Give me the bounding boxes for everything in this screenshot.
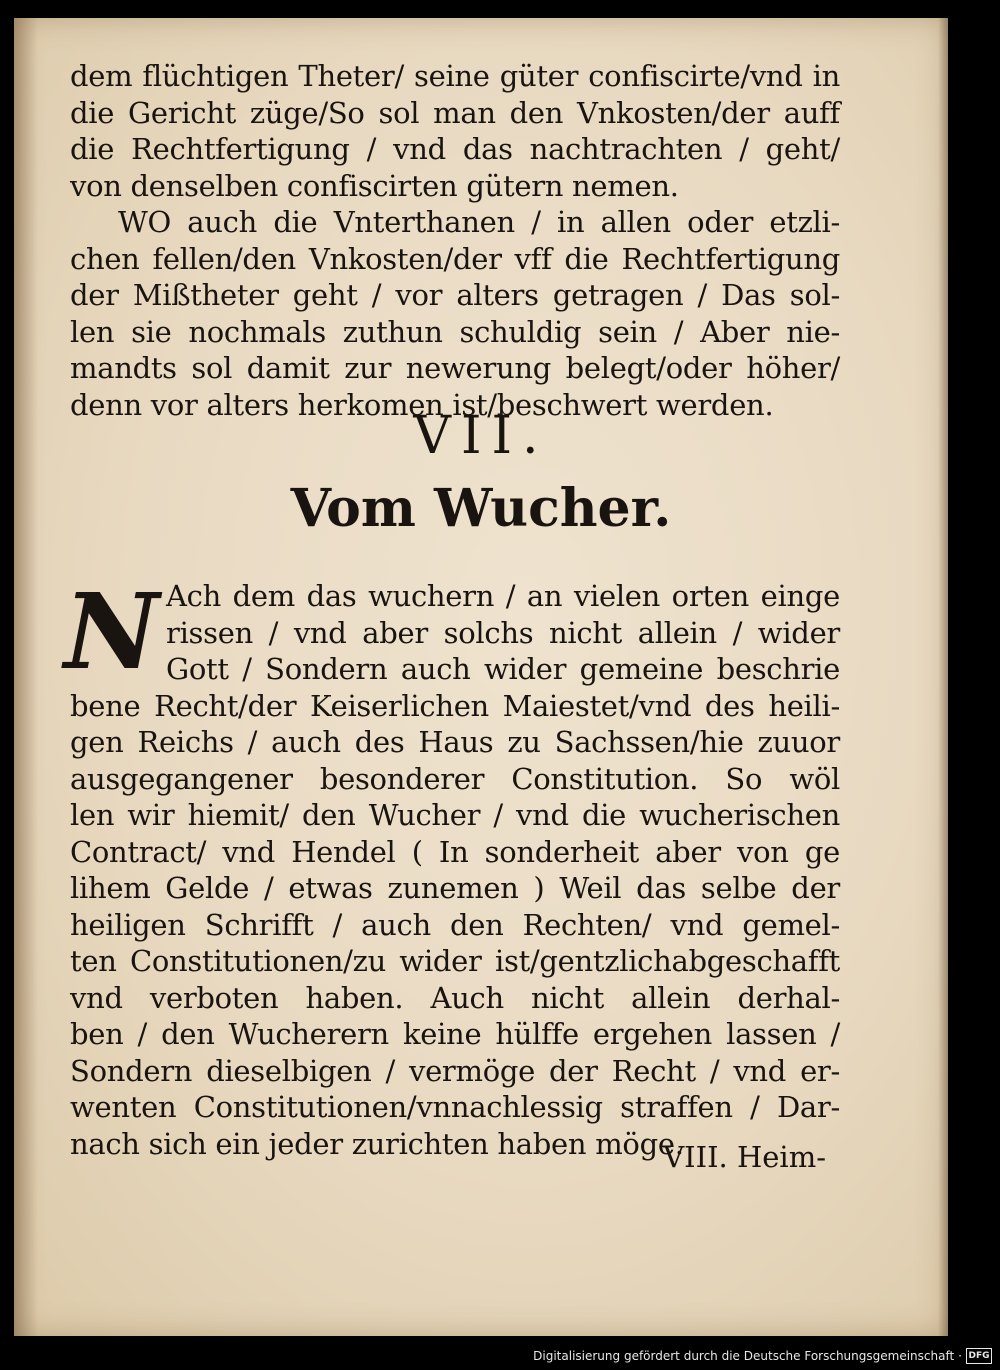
catchword: VIII. Heim- [663, 1140, 826, 1174]
text-line: lihem Gelde / etwas zunemen ) Weil das selbe der [70, 871, 840, 905]
text-line: len wir hiemit/ den Wucher / vnd die wucherischen [70, 798, 840, 832]
chapter-title: Vom Wucher. [290, 478, 672, 539]
text-line: Sondern dieselbigen / vermöge der Recht / vnd er- [70, 1053, 840, 1088]
text-line: die Rechtfertigung / vnd das nachtrachten / geht/ [70, 132, 840, 166]
text-line: denn vor alters herkomen ist/beschwert werden. [70, 387, 774, 422]
text-line: heiligen Schrifft / auch den Rechten/ vnd gemel- [70, 907, 840, 942]
dfg-logo-icon: DFG [966, 1348, 992, 1364]
funding-credit: Digitalisierung gefördert durch die Deutsche Forschungsgemeinschaft [533, 1349, 955, 1363]
text-line: bene Recht/der Keiserlichen Maiestet/vnd des heili- [70, 688, 840, 723]
text-line: von denselben confiscirten gütern nemen. [70, 168, 679, 203]
chapter-body [64, 570, 840, 1162]
text-line: Ach dem das wuchern / an vielen orten einge [166, 579, 840, 613]
text-line: mandts sol damit zur newerung belegt/oder höher/ [70, 351, 840, 385]
text-line: ben / den Wucherern keine hülffe ergehen lassen / [70, 1017, 840, 1051]
text-line: chen fellen/den Vnkosten/der vff die Rechtfertigung [70, 241, 840, 276]
text-line: wenten Constitutionen/vnnachlessig straffen / Dar- [70, 1090, 840, 1124]
text-line: nach sich ein jeder zurichten haben möge. [70, 1126, 684, 1161]
chapter-number: VII. [413, 406, 549, 466]
text-line: Gott / Sondern auch wider gemeine beschrie [166, 652, 840, 686]
decorated-initial-letter: N [64, 570, 160, 693]
separator-dot: · [958, 1349, 962, 1363]
text-line: rissen / vnd aber solchs nicht allein / wider [166, 615, 840, 650]
text-line: gen Reichs / auch des Haus zu Sachssen/hie zuuor [70, 725, 840, 759]
digitization-footer [533, 1346, 992, 1366]
text-line: die Gericht züge/So sol man den Vnkosten/der auff [70, 95, 840, 130]
text-line: ausgegangener besonderer Constitution. So wöl [70, 761, 840, 796]
text-line: Contract/ vnd Hendel ( In sonderheit aber von ge [70, 834, 840, 869]
text-line: dem flüchtigen Theter/ seine güter confiscirte/vnd in [70, 59, 840, 93]
text-line: vnd verboten haben. Auch nicht allein derhal- [70, 980, 840, 1015]
text-line: len sie nochmals zuthun schuldig sein / Aber nie- [70, 314, 840, 349]
text-line: ten Constitutionen/zu wider ist/gentzlichabgeschafft [70, 944, 840, 978]
text-line: der Mißtheter geht / vor alters getragen / Das sol- [70, 278, 840, 312]
page-gutter-shadow [14, 18, 38, 1336]
book-page [14, 18, 948, 1336]
text-line: WO auch die Vnterthanen / in allen oder etzli- [118, 205, 840, 239]
continued-paragraph [70, 58, 840, 423]
